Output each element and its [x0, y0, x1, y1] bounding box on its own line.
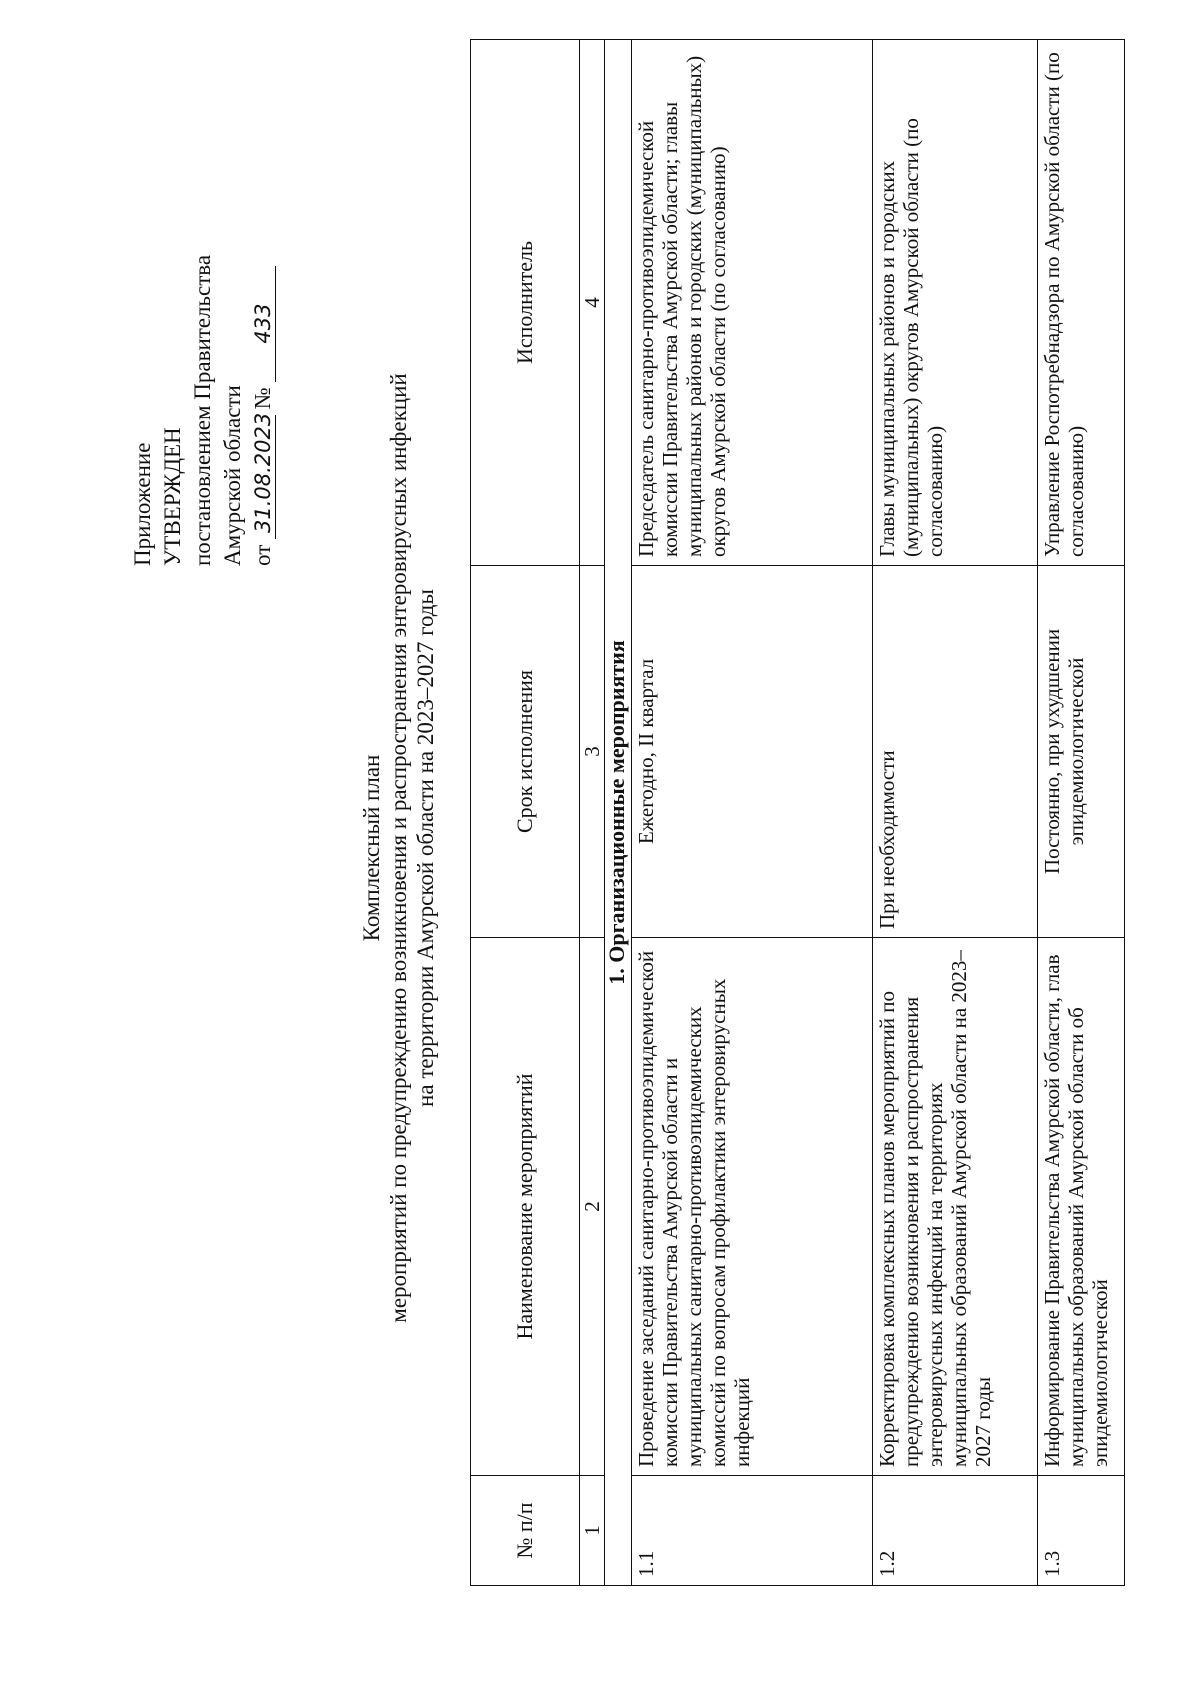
header-executor: Исполнитель: [471, 40, 580, 566]
row-number: 1.1: [632, 1476, 873, 1586]
document-title: [358, 0, 439, 1696]
date-number-line: [248, 255, 278, 566]
approved-label: УТВЕРЖДЕН: [160, 427, 185, 566]
row-term: Постоянно, при ухудшении эпидемиологической: [1038, 566, 1125, 938]
measures-table: [470, 39, 1125, 1586]
table-row: [632, 40, 873, 1586]
title-line-3: на территории Амурской области на 2023–2027 годы: [413, 589, 438, 1107]
header-term: Срок исполнения: [471, 566, 580, 938]
handwritten-number: 433: [251, 266, 276, 382]
row-number: 1.3: [1038, 1476, 1125, 1586]
appendix-label: Приложение: [130, 442, 155, 566]
row-executor: Председатель санитарно-противоэпидемической комиссии Правительства Амурской области; главы муниципальных районов и городских (муниципальных) округов Амурской области (по согласованию): [632, 40, 873, 566]
row-executor: Управление Роспотребнадзора по Амурской области (по согласованию): [1038, 40, 1125, 566]
handwritten-date: 31.08.2023: [251, 415, 276, 539]
row-name: Проведение заседаний санитарно-противоэпидемической комиссии Правительства Амурской области и муниципальных санитарно-противоэпидемических комиссий по вопросам профилактики энтеровирусных инфекций: [632, 938, 873, 1476]
row-number: 1.2: [873, 1476, 1038, 1586]
table-row: [873, 40, 1038, 1586]
approval-stamp: [128, 255, 278, 566]
header-num: № п/п: [471, 1476, 580, 1586]
column-number: 4: [580, 40, 605, 566]
date-prefix: от: [250, 544, 275, 566]
table-header-row: [471, 40, 580, 1586]
row-term: Ежегодно, II квартал: [632, 566, 873, 938]
title-line-2: мероприятий по предупреждению возникновения и распространения энтеровирусных инфекций: [386, 373, 411, 1323]
resolution-label: постановлением Правительства: [190, 254, 215, 566]
section-row: [605, 40, 632, 1586]
header-name: Наименование мероприятий: [471, 938, 580, 1476]
row-name: Корректировка комплексных планов мероприятий по предупреждению возникновения и распространения энтеровирусных инфекций на территориях муниципальных образований Амурской области на 2023–2027 годы: [873, 938, 1038, 1476]
row-executor: Главы муниципальных районов и городских (муниципальных) округов Амурской области (по согласованию): [873, 40, 1038, 566]
title-line-1: Комплексный план: [359, 754, 384, 942]
column-number: 3: [580, 566, 605, 938]
region-label: Амурской области: [220, 385, 245, 566]
column-number: 1: [580, 1476, 605, 1586]
number-label: №: [250, 387, 275, 410]
row-term: При необходимости: [873, 566, 1038, 938]
table-row: [1038, 40, 1125, 1586]
row-name: Информирование Правительства Амурской области, глав муниципальных образований Амурской области об эпидемиологической: [1038, 938, 1125, 1476]
section-title: 1. Организационные мероприятия: [605, 40, 632, 1586]
column-number-row: [580, 40, 605, 1586]
column-number: 2: [580, 938, 605, 1476]
